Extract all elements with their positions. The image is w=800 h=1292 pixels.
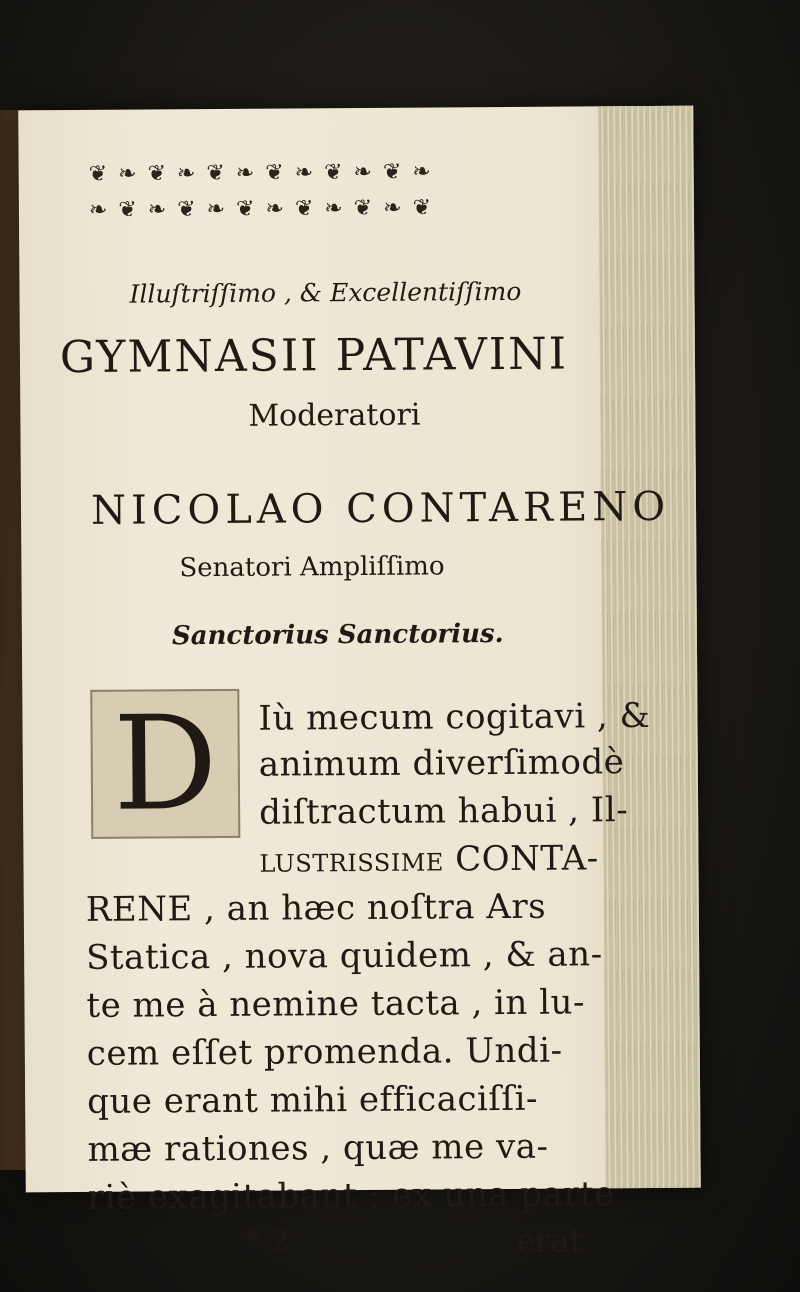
author-line: Sanctorius Sanctorius. bbox=[171, 618, 504, 652]
text-line-1: Iù mecum cogitavi , & bbox=[258, 695, 651, 739]
text-line-10: mæ rationes , quæ me va- bbox=[87, 1126, 549, 1170]
text-line-11: riè exagitabant : ex una parte bbox=[87, 1174, 615, 1218]
catchword: erat bbox=[516, 1221, 583, 1260]
page-edges bbox=[598, 106, 701, 1189]
text-line-8: cem eſſet promenda. Undi- bbox=[86, 1030, 563, 1074]
ornament-row-top: ❦ ❧ ❦ ❧ ❦ ❧ ❦ ❧ ❦ ❧ ❦ ❧ bbox=[88, 159, 433, 187]
text-line-3: diſtractum habui , Il- bbox=[259, 790, 629, 833]
drop-cap-letter: D bbox=[112, 686, 218, 840]
senator-line: Senatori Ampliſſimo bbox=[179, 551, 445, 584]
gymnasium-line: GYMNASII PATAVINI bbox=[59, 328, 569, 384]
recipient-name: NICOLAO CONTARENO bbox=[90, 483, 671, 534]
text-line-6: Statica , nova quidem , & an- bbox=[86, 934, 603, 978]
address-line: Illuſtriſſimo , & Excellentiſſimo bbox=[129, 276, 522, 309]
signature-mark: * 2 bbox=[246, 1223, 290, 1259]
book-page bbox=[18, 106, 701, 1260]
drop-cap-initial bbox=[90, 686, 240, 840]
text-line-7: te me à nemine tacta , in lu- bbox=[86, 982, 586, 1026]
moderator-line: Moderatori bbox=[248, 397, 421, 434]
ornament-row-bottom: ❧ ❦ ❧ ❦ ❧ ❦ ❧ ❦ ❧ ❦ ❧ ❦ bbox=[88, 195, 434, 223]
text-line-4: luſtriſſime CONTA- bbox=[259, 838, 599, 881]
text-line-9: que erant mihi efficaciſſi- bbox=[87, 1078, 539, 1122]
text-line-5: RENE , an hæc noſtra Ars bbox=[85, 886, 547, 930]
text-line-2: animum diverſimodè bbox=[258, 742, 625, 785]
